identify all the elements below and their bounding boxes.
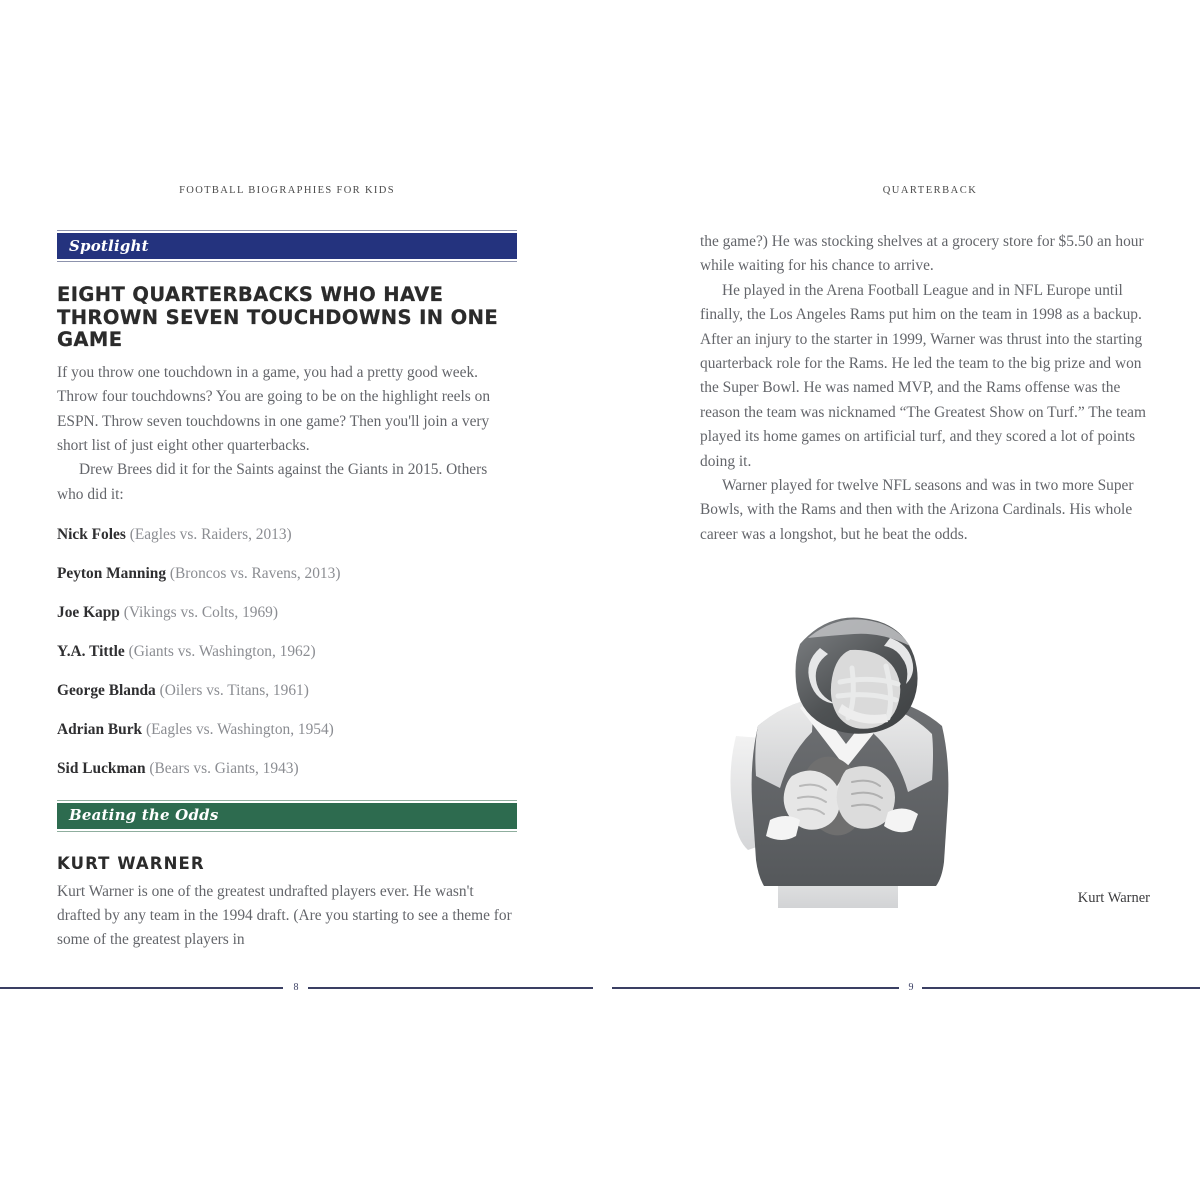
spotlight-title: EIGHT QUARTERBACKS WHO HAVE THROWN SEVEN TOUCHDOWNS IN ONE GAME: [57, 283, 499, 352]
footer-rule-left-outer: [0, 987, 283, 989]
list-item: [57, 527, 517, 542]
footer-rule-right-inner: [612, 987, 899, 989]
list-item: [57, 761, 517, 776]
beating-the-odds-rule-top: [57, 800, 517, 801]
right-page: [700, 185, 1160, 547]
quarterback-name: Peyton Manning: [57, 565, 167, 583]
kurt-warner-title: KURT WARNER: [57, 853, 205, 873]
right-running-head: QUARTERBACK: [882, 185, 978, 196]
spotlight-banner: [57, 233, 517, 259]
right-paragraph-1: the game?) He was stocking shelves at a grocery store for $5.50 an hour while waiting for his chance to arrive.: [700, 233, 1144, 275]
quarterback-name: Sid Luckman: [57, 759, 146, 777]
spotlight-banner-rule-top: [57, 230, 517, 231]
quarterback-detail: (Vikings vs. Colts, 1969): [123, 604, 278, 622]
quarterback-detail: (Oilers vs. Titans, 1961): [159, 681, 309, 699]
footer-rule-right-outer: [922, 987, 1200, 989]
left-page: [57, 185, 517, 953]
spotlight-banner-label: Spotlight: [69, 236, 149, 255]
illustration-caption: Kurt Warner: [1077, 890, 1150, 906]
quarterback-name: Nick Foles: [57, 526, 126, 544]
page-number-right: 9: [908, 982, 914, 993]
list-item: [57, 605, 517, 620]
quarterback-name: George Blanda: [57, 681, 156, 699]
page-number-left: 8: [293, 982, 299, 993]
kurt-warner-paragraph-1: Kurt Warner is one of the greatest undrafted players ever. He wasn't drafted by any team in the 1994 draft. (Are you starting to see a theme for some of the greatest players in: [57, 882, 512, 949]
quarterback-detail: (Giants vs. Washington, 1962): [128, 642, 316, 660]
beating-the-odds-banner-label: Beating the Odds: [69, 806, 219, 825]
spotlight-banner-rule-bottom: [57, 261, 517, 262]
page-footer: [0, 981, 1200, 997]
quarterback-detail: (Eagles vs. Washington, 1954): [145, 720, 334, 738]
right-paragraph-3: Warner played for twelve NFL seasons and was in two more Super Bowls, with the Rams and then with the Arizona Cardinals. His whole career was a longshot, but he beat the odds.: [700, 477, 1134, 543]
list-item: [57, 644, 517, 659]
beating-the-odds-banner-group: [57, 800, 517, 832]
list-item: [57, 683, 517, 698]
left-running-head: FOOTBALL BIOGRAPHIES FOR KIDS: [179, 185, 395, 196]
quarterback-name: Joe Kapp: [57, 604, 120, 622]
quarterback-list: [57, 527, 517, 776]
spotlight-paragraph-2: Drew Brees did it for the Saints against the Giants in 2015. Others who did it:: [57, 461, 488, 503]
quarterback-name: Adrian Burk: [57, 720, 143, 738]
right-paragraph-2: He played in the Arena Football League and in NFL Europe until finally, the Los Angeles Rams put him on the team in 1998 as a backup. After an injury to the starter in 1999, Warner was thrust into the starting quarterback role for the Rams. He led the team to the big prize and won the Super Bowl. He was named MVP, and the Rams offense was the reason the team was nicknamed “The Greatest Show on Turf.” The team played its home games on artificial turf, and they scored a lot of points doing it.: [700, 281, 1146, 470]
footer-rule-left-inner: [308, 987, 593, 989]
quarterback-detail: (Broncos vs. Ravens, 2013): [169, 565, 341, 583]
spotlight-paragraph-1: If you throw one touchdown in a game, you had a pretty good week. Throw four touchdowns? You are going to be on the highlight reels on ESPN. Throw seven touchdowns in one game? Then you'll join a very short list of just eight other quarterbacks.: [57, 363, 491, 455]
quarterback-detail: (Eagles vs. Raiders, 2013): [129, 526, 292, 544]
quarterback-illustration-icon: [700, 608, 1000, 908]
quarterback-detail: (Bears vs. Giants, 1943): [149, 759, 299, 777]
beating-the-odds-rule-bottom: [57, 831, 517, 832]
list-item: [57, 722, 517, 737]
beating-the-odds-banner: [57, 803, 517, 829]
list-item: [57, 566, 517, 581]
quarterback-name: Y.A. Tittle: [57, 642, 125, 660]
spotlight-banner-group: [57, 230, 517, 262]
quarterback-illustration-figure: [700, 608, 1150, 948]
